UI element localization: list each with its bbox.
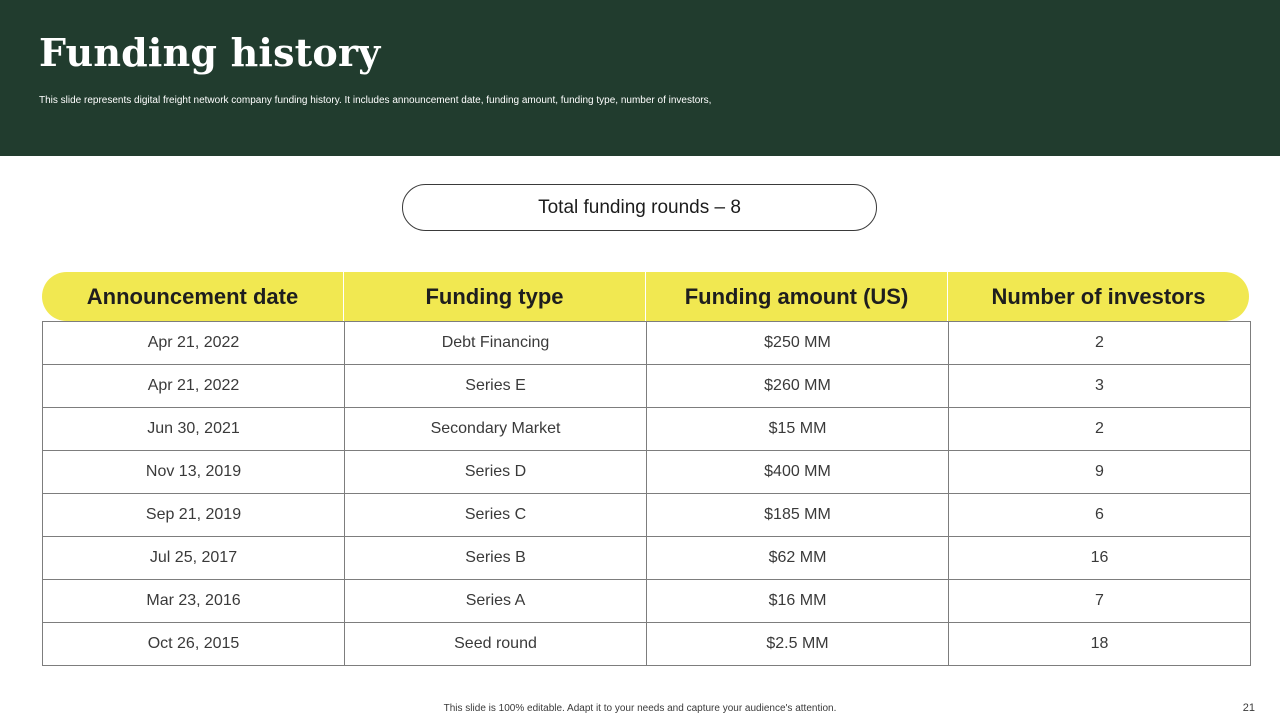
page-title: Funding history [39, 30, 381, 75]
total-funding-rounds-badge: Total funding rounds – 8 [402, 184, 877, 231]
table-row [43, 494, 1251, 537]
table-row [43, 623, 1251, 666]
table-cell-amount: $2.5 MM [647, 623, 949, 666]
table-cell-date: Jul 25, 2017 [43, 537, 345, 580]
footer-note: This slide is 100% editable. Adapt it to your needs and capture your audience's attention. [443, 703, 837, 714]
table-cell-investors: 7 [949, 580, 1251, 623]
page-number: 21 [1242, 702, 1255, 714]
table-cell-type: Secondary Market [345, 408, 647, 451]
table-cell-type: Series D [345, 451, 647, 494]
table-cell-type: Series E [345, 365, 647, 408]
table-cell-date: Apr 21, 2022 [43, 365, 345, 408]
table-cell-type: Series B [345, 537, 647, 580]
table-cell-amount: $15 MM [647, 408, 949, 451]
table-cell-amount: $250 MM [647, 322, 949, 365]
table-cell-investors: 6 [949, 494, 1251, 537]
table-cell-date: Oct 26, 2015 [43, 623, 345, 666]
table-cell-type: Series C [345, 494, 647, 537]
table-cell-amount: $62 MM [647, 537, 949, 580]
table-cell-date: Jun 30, 2021 [43, 408, 345, 451]
header-banner [0, 0, 1280, 156]
table-cell-date: Mar 23, 2016 [43, 580, 345, 623]
table-cell-type: Series A [345, 580, 647, 623]
table-cell-investors: 18 [949, 623, 1251, 666]
table-row [43, 580, 1251, 623]
table-cell-amount: $260 MM [647, 365, 949, 408]
table-cell-date: Apr 21, 2022 [43, 322, 345, 365]
table-cell-amount: $16 MM [647, 580, 949, 623]
table-cell-investors: 16 [949, 537, 1251, 580]
table-cell-amount: $400 MM [647, 451, 949, 494]
table-cell-amount: $185 MM [647, 494, 949, 537]
column-header-number-of-investors: Number of investors [947, 272, 1249, 321]
table-cell-type: Seed round [345, 623, 647, 666]
table-cell-date: Nov 13, 2019 [43, 451, 345, 494]
table-cell-type: Debt Financing [345, 322, 647, 365]
table-row [43, 365, 1251, 408]
page-subtitle: This slide represents digital freight network company funding history. It includes announcement date, funding amount, funding type, number of investors, [39, 95, 712, 106]
column-header-announcement-date: Announcement date [86, 283, 299, 309]
table-header [42, 272, 1249, 321]
table-cell-date: Sep 21, 2019 [43, 494, 345, 537]
table-cell-investors: 2 [949, 322, 1251, 365]
table-cell-investors: 9 [949, 451, 1251, 494]
column-header-funding-amount: Funding amount (US) [645, 272, 947, 321]
table-row [43, 451, 1251, 494]
column-header-funding-type: Funding type [343, 272, 645, 321]
table-row [43, 408, 1251, 451]
table-cell-investors: 3 [949, 365, 1251, 408]
table-row [43, 322, 1251, 365]
table-row [43, 537, 1251, 580]
table-cell-investors: 2 [949, 408, 1251, 451]
funding-table-body [42, 321, 1251, 666]
